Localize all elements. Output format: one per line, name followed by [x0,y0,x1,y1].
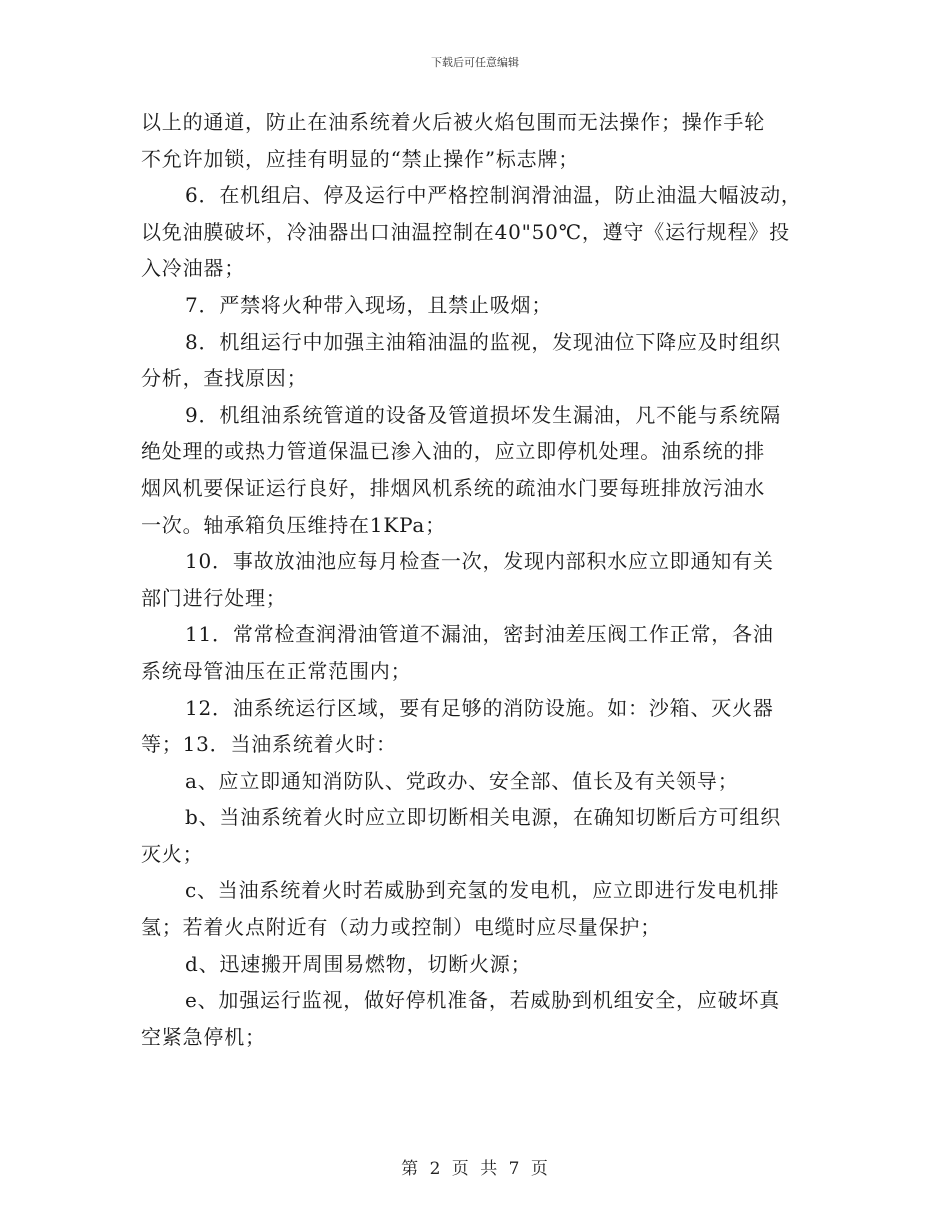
download-note: 下载后可任意编辑 [431,56,519,69]
text-line: 灭火； [141,841,204,866]
text-line: b、当油系统着火时应立即切断相关电源，在确知切断后方可组织 [185,805,782,830]
text-line: 烟风机要保证运行良好，排烟风机系统的疏油水门要每班排放污油水 [141,475,765,500]
document-body [141,104,816,1055]
text-line: 部门进行处理； [141,585,287,610]
text-line: 氢；若着火点附近有（动力或控制）电缆时应尽量保护； [141,915,661,940]
text-line: 11．常常检查润滑油管道不漏油，密封油差压阀工作正常，各油 [185,622,774,647]
text-line: d、迅速搬开周围易燃物，切断火源； [185,951,532,976]
text-line: 9．机组油系统管道的设备及管道损坏发生漏油，凡不能与系统隔 [185,402,781,427]
text-line: 等；13．当油系统着火时： [141,732,397,757]
text-line: 入冷油器； [141,256,245,281]
text-line: 以免油膜破坏，冷油器出口油温控制在40"50℃，遵守《运行规程》投 [141,219,790,244]
text-line: 以上的通道，防止在油系统着火后被火焰包围而无法操作；操作手轮 [141,110,765,134]
text-line: e、加强运行监视，做好停机准备，若威胁到机组安全，应破坏真 [185,988,781,1013]
text-line: 一次。轴承箱负压维持在1KPa； [141,512,446,537]
text-line: 不允许加锁，应挂有明显的“禁止操作”标志牌； [141,146,580,171]
text-line: 10．事故放油池应每月检查一次，发现内部积水应立即通知有关 [185,549,774,574]
text-line: 8．机组运行中加强主油箱油温的监视，发现油位下降应及时组织 [185,329,781,354]
text-line: 系统母管油压在正常范围内； [141,658,412,683]
text-line: a、应立即通知消防队、党政办、安全部、值长及有关领导； [185,768,739,793]
text-line: 6．在机组启、停及运行中严格控制润滑油温，防止油温大幅波动， [185,183,802,208]
text-line: c、当油系统着火时若威胁到充氢的发电机，应立即进行发电机排 [185,878,780,903]
text-line: 12．油系统运行区域，要有足够的消防设施。如：沙箱、灭火器 [185,695,774,720]
text-line: 分析，查找原因； [141,366,308,391]
page-number: 第 2 页 共 7 页 [401,1159,549,1179]
text-line: 7．严禁将火种带入现场，且禁止吸烟； [185,292,553,317]
text-line: 绝处理的或热力管道保温已渗入油的，应立即停机处理。油系统的排 [141,439,765,464]
text-line: 空紧急停机； [141,1024,266,1049]
